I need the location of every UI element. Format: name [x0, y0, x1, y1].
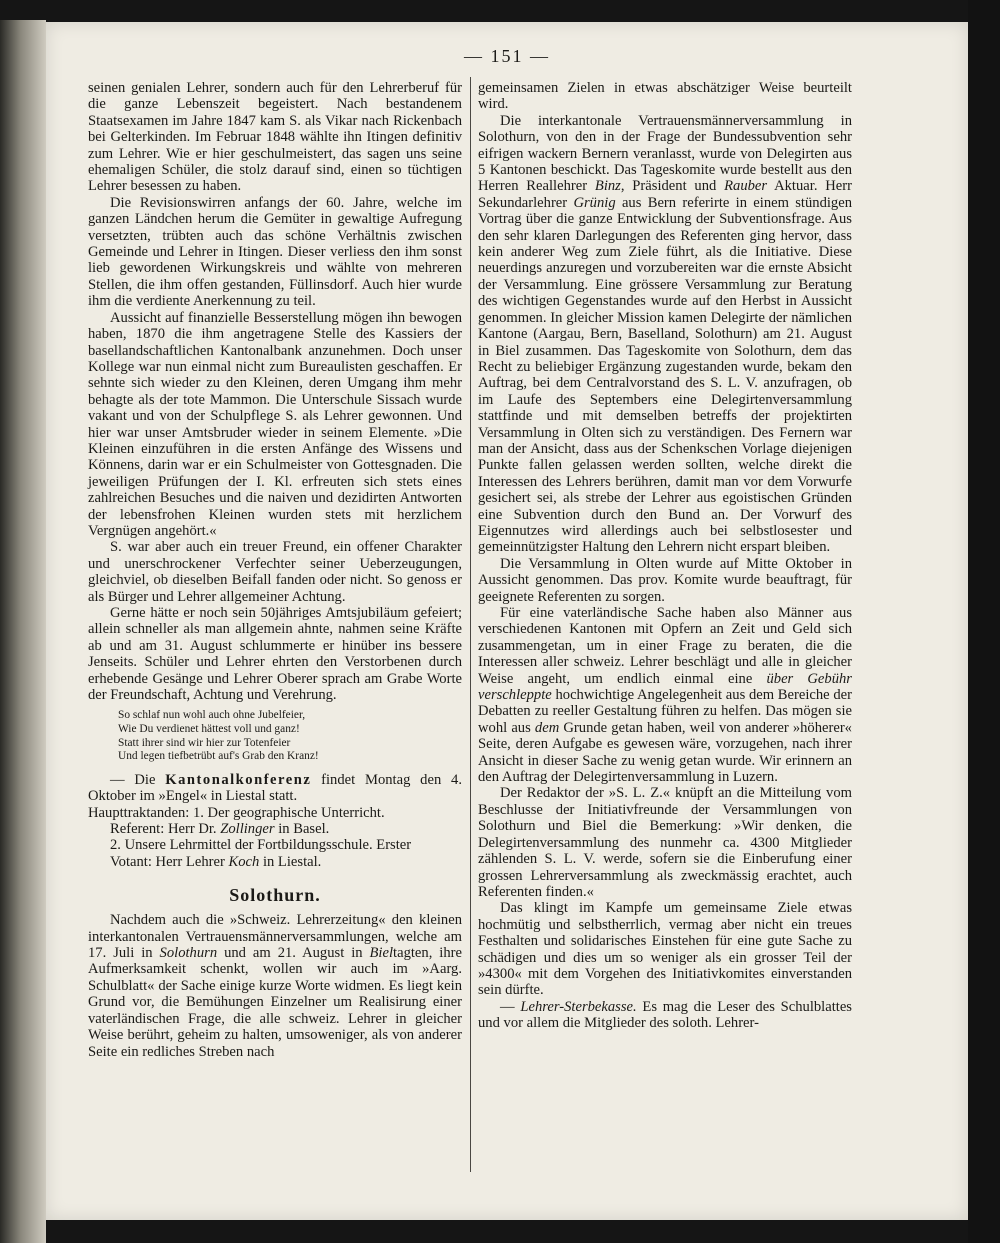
previous-page-edge [0, 20, 46, 1243]
konferenz-item-2: 2. Unsere Lehrmittel der Fortbildungsschule. Erster [110, 837, 412, 854]
text-run: Nachdem auch die »Schweiz. Lehrerzeitung« den kleinen interkantonalen Vertrauensmännerversammlungen, welche am 17. Juli in [88, 912, 462, 962]
right-paragraph-6: Das klingt im Kampfe um gemeinsame Ziele etwas hochmütig und selbstherrlich, vermag aber nicht ein treues Festhalten und solidarisches Einstehen für eine gute Sache zu schädigen und dies um so weniger als ein grosser Teil der »4300« mit dem Vorgehen des Initiativkomites einverstanden sein dürfte. [478, 900, 852, 999]
right-paragraph-1: gemeinsamen Zielen in etwas abschätziger Weise beurteilt wird. [478, 80, 852, 113]
konferenz-title: Kantonalkonferenz [165, 771, 312, 788]
right-margin-dark [968, 0, 1000, 1243]
referent-label: Referent: Herr Dr. [110, 821, 217, 838]
page-number: — 151 — [464, 46, 550, 66]
konferenz-lead: — Die [110, 771, 156, 788]
name-rauber: Rauber [724, 178, 768, 195]
konferenz-haupt: Haupttraktanden: 1. Der geographische Unterricht. [88, 804, 385, 821]
emphasis: über Gebühr verschleppte [478, 670, 852, 704]
konferenz-notice [88, 772, 462, 805]
referent-place: in Basel. [278, 821, 330, 838]
poem-line: Und legen tiefbetrübt auf's Grab den Kranz! [118, 750, 319, 763]
column-divider [470, 77, 471, 1172]
right-column [478, 80, 852, 1032]
text-run: Grunde getan haben, weil von anderer »höherer« Seite, deren Aufgabe es gewesen wäre, vorzugehen, nach ihrer Ansicht in dieser Sache zu wenig getan wurde. Wir erinnern an den Auftrag der Delegirtenversammlung in Luzern. [478, 719, 852, 786]
left-paragraph-solothurn [88, 912, 462, 1060]
votant-place: in Liestal. [262, 853, 322, 870]
left-column [88, 80, 462, 1060]
right-paragraph-7 [478, 999, 852, 1032]
votant-label: Votant: Herr Lehrer [110, 853, 225, 870]
poem-line: Statt ihrer sind wir hier zur Totenfeier [118, 736, 291, 749]
place-biel: Biel [369, 945, 394, 962]
left-paragraph-5: Gerne hätte er noch sein 50jähriges Amtsjubiläum gefeiert; allein schneller als man allgemein ahnte, nahmen seine Kräfte ab und am 31. August schlummerte er hinüber ins bessere Jenseits. Schüler und Lehrer ehrten den Verstorbenen durch erhebende Gesänge und Lehrer Oberer sprach am Grabe Worte der Freundschaft, Achtung und Verehrung. [88, 605, 462, 704]
memorial-poem [118, 709, 462, 763]
name-gruenig: Grünig [573, 194, 616, 211]
text-run: tagten, ihre Aufmerksamkeit schenkt, wollen wir auch im »Aarg. Schulblatt« der Sache einige kurze Worte widmen. Es liegt kein Grund vor, die Bemühungen Einzelner um Realisirung einer vaterländischen Frage, die alle schweiz. Lehrer in gleicher Weise berührt, geheim zu halten, umsoweniger, als von anderer Seite ein redliches Streben nach [88, 945, 462, 1060]
right-paragraph-2 [478, 113, 852, 556]
poem-line: Wie Du verdienet hättest voll und ganz! [118, 723, 300, 736]
left-paragraph-3: Aussicht auf finanzielle Besserstellung mögen ihn bewogen haben, 1870 die ihm angetragene Stelle des Kassiers der basellandschaftlichen Kantonalbank anzunehmen. Doch unser Kollege war nun einmal nicht zum Bureaulisten geschaffen. Er sehnte sich wieder zu den Kleinen, deren Umgang ihm mehr behagte als der tote Mammon. Die Unterschule Sissach wurde vakant und von der Schulpflege S. als Lehrer gewonnen. Und hier war unser Amtsbruder wieder in seinem Elemente. »Die Kleinen einzuführen in die ersten Anfänge des Wissens und Könnens, darin war er ein Schulmeister von Gottesgnaden. Die jeweiligen Prüfungen der I. Kl. erfreuten sich stets eines zahlreichen Besuches und die naiven und dezidirten Antworten der lebensfrohen Kleinen wurden stets mit herzlichem Vergnügen angehört.« [88, 309, 462, 539]
poem-line: So schlaf nun wohl auch ohne Jubelfeier, [118, 709, 306, 722]
section-heading-solothurn: Solothurn. [229, 885, 321, 906]
text-run: Die interkantonale Vertrauensmännerversammlung in Solothurn, von den in der Frage der Bundessubvention sehr eifrigen wackern Bernern veranlasst, wurde von Delegirten aus 5 Kantonen beschickt. Das Tageskomite wurde bestellt aus den Herren Reallehrer [478, 112, 852, 195]
right-paragraph-5: Der Redaktor der »S. L. Z.« knüpft an die Mitteilung vom Beschlusse der Initiativfreunde der Versammlungen von Solothurn und Biel die Bemerkung: »Wir denken, die Delegirtenversammlung des nunmehr ca. 4300 Mitglieder zählenden S. L. V. werde, sofern sie die Einberufung einer grossen Lehrerversammlung als zweckmässig erachtet, auch Referenten finden.« [478, 785, 852, 900]
name-binz: Binz [594, 178, 621, 195]
sterbekasse-title: Lehrer-Sterbekasse. [520, 998, 637, 1015]
text-run: aus Bern referirte in einem stündigen Vortrag über die ganze Entwicklung der Subventionsfrage. Aus den sehr klaren Darlegungen des Referenten ging hervor, dass kein anderer Weg zum Ziele führt, als die Initiative. Diese neuerdings anzuregen und vorzubereiten war die ernste Absicht der Versammlung. Eine grössere Versammlung zur Beratung des wichtigen Gegenstandes wurde auf den Herbst in Aussicht genommen. In gleicher Mission kamen Delegirte der nämlichen Kantone (Aargau, Bern, Baselland, Solothurn) am 21. August in Biel zusammen. Das Tageskomite von Solothurn, dem das Recht zu beliebiger Ergänzung zugestanden wurde, bekam den Auftrag, bei dem Centralvorstand des S. L. V. anzufragen, ob im Laufe des Septembers eine Delegirtenversammlung stattfinde und mit demselben betreffs der projektirten Versammlung in Olten sich zu verständigen. Des Fernern war man der Ansicht, dass aus der Schenkschen Vorlage diejenigen Punkte fallen gelassen werden sollten, welche direkt die Interessen des Lehrers berühren, damit man vor dem Vorwurfe gesichert sei, als strebe der Lehrer aus egoistischen Gründen eine Subvention durch den Bund an. Der Vorwurf des Eigennutzes wird allerdings auch bei selbstlosester und gemeinnützigster Haltung den Lehrern nicht erspart bleiben. [478, 194, 853, 556]
referent-name: Zollinger [220, 821, 275, 838]
text-run: und am 21. August in [224, 945, 363, 962]
right-paragraph-4 [478, 605, 852, 785]
konferenz-referent [88, 821, 462, 837]
right-paragraph-3: Die Versammlung in Olten wurde auf Mitte Oktober in Aussicht genommen. Das prov. Komite wurde beauftragt, für geeignete Referenten zu sorgen. [478, 555, 852, 605]
konferenz-text: findet Montag den 4. Oktober im »Engel« in Liestal statt. [88, 771, 462, 805]
left-paragraph-4: S. war aber auch ein treuer Freund, ein offener Charakter und unerschrockener Verfechter seiner Ueberzeugungen, gleichviel, ob dieselben Beifall fanden oder nicht. So genoss er als Bürger und Lehrer allgemeiner Achtung. [88, 539, 462, 605]
text-run: Aktuar. Herr Sekundarlehrer [478, 178, 852, 211]
votant-name: Koch [228, 853, 260, 870]
text-run: , Präsident und [620, 178, 717, 195]
left-paragraph-1: seinen genialen Lehrer, sondern auch für den Lehrerberuf für die ganze Lebenszeit begeistert. Nach bestandenem Staatsexamen im Jahre 1847 kam S. als Vikar nach Rickenbach bei Gelterkinden. Im Februar 1848 wählte ihn Itingen definitiv zum Lehrer. Wie er hier geschulmeistert, das sagen uns seine ehemaligen Schüler, die stolz darauf sind, einen so tüchtigen Lehrer besessen zu haben. [88, 80, 462, 195]
place-solothurn: Solothurn [159, 945, 218, 962]
left-paragraph-2: Die Revisionswirren anfangs der 60. Jahre, welche im ganzen Ländchen herum die Gemüter in gewaltige Aufregung versetzten, trübten auch das schöne Verhältnis zwischen Gemeinde und Lehrer in Itingen. Dieser verliess den ihm sonst lieb gewordenen Wirkungskreis und wählte von mehreren Stellen, die ihm offen gestanden, Füllinsdorf. Auch hier wurde ihm die verdiente Anerkennung zu teil. [88, 194, 462, 310]
page-paper [46, 22, 968, 1220]
text-run: — [500, 998, 515, 1015]
text-run: Es mag die Leser des Schulblattes und vor allem die Mitglieder des soloth. Lehrer- [478, 998, 852, 1032]
text-run: Für eine vaterländische Sache haben also Männer aus verschiedenen Kantonen mit Opfern an Zeit und Geld sich zusammengetan, um in einer Frage zu beraten, die die Interessen aller schweiz. Lehrer beschlägt und alle in gleicher Weise angeht, um endlich einmal eine [478, 605, 852, 687]
text-run: hochwichtige Angelegenheit aus dem Bereiche der Debatten zu reeller Gestaltung führen zu helfen. Das mögen sie wohl aus [478, 687, 852, 736]
emphasis: dem [534, 719, 560, 736]
konferenz-votant [88, 854, 462, 870]
